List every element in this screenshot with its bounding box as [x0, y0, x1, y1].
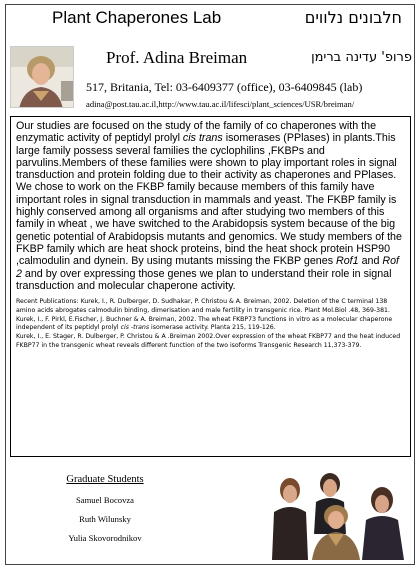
lab-title: Plant Chaperones Lab — [52, 8, 222, 27]
student-name: Ruth Wilunsky — [79, 514, 131, 524]
publication-item: Kurek, I., E. Stager, R. Dulberger, P. Christou & A .Breiman 2002.Over expression of the wheat FKBP77 and the heat induced FKBP77 in the transgenic wheat reveals different function of the two isoforms Transgenic Research 11,373-379. — [16, 332, 401, 349]
text-span: and by over expressing those genes we plan to understand their role in signal transduction and molecular chaperone activity. — [16, 267, 392, 292]
contact-line[interactable]: adina@post.tau.ac.il,http://www.tau.ac.il/lifesci/plant_sciences/USR/breiman/ — [86, 99, 355, 109]
professor-name: Prof. Adina Breiman — [106, 48, 248, 67]
research-description — [16, 120, 405, 292]
publications-list — [16, 298, 405, 350]
graduate-students — [42, 474, 168, 552]
professor-name-hebrew: פרופ' עדינה ברימן — [311, 50, 412, 65]
text-span: isomerases (PPlases) in plants.This large family possess several families the cyclophilins ,FKBPs and parvulins.Members of these families were shown to play important roles in signal transduction and protein folding due to their activity as chaperones and PPlases. We chose to work on the FKBP family because members of this family have important roles in signal transduction in mammals and yeast. The FKBP family is highly conserved among all organisms and after studying two members of this family in wheat , we have switched to the Arabidopsis system because of the big genetic potential of Arabidopsis mutants and genomics. We study members of the FKBP family which are heat shock proteins, bind the heat shock protein HSP90 ,calmodulin and dynein. By using mutants missing the FKBP genes — [16, 132, 402, 268]
address-line: 517, Britania, Tel: 03-6409377 (office), 03-6409845 (lab) — [86, 80, 363, 94]
text-span: Kurek, I., F. Pirkl, E.Fischer, J. Buchner & A. Breiman, 2002. The wheat FKBP73 functions in vitro as a molecular chaperone independent of its peptidyl prolyl — [16, 315, 393, 332]
lab-title-hebrew: חלבונים נלווים — [304, 8, 402, 27]
text-span: isomerase activity. Planta 215, 119-126. — [149, 324, 276, 332]
publication-item — [16, 316, 405, 333]
students-heading: Graduate Students — [66, 474, 144, 485]
text-span: and — [358, 255, 383, 268]
student-name: Samuel Bocovza — [76, 495, 134, 505]
emphasis-text: Rof1 — [336, 255, 359, 268]
publication-item: Recent Publications: Kurek, I., R. Dulberger, D. Sudhakar, P. Christou & A. Breiman, 2002. Deletion of the C terminal 138 amino acids abrogates calmodulin binding, dimerisation and male fertility in transgenic rice. Plant Mol.Biol .48, 369-381. — [16, 298, 390, 314]
emphasis-text: cis -trans — [120, 324, 150, 332]
group-photo — [258, 464, 412, 560]
student-name: Yulia Skovorodnikov — [68, 533, 142, 543]
professor-photo — [10, 46, 74, 108]
content-box — [10, 116, 411, 457]
emphasis-text: cis trans — [182, 132, 223, 145]
emphasis-text: Rof 2 — [16, 255, 400, 280]
text-span: Our studies are focused on the study of the family of co chaperones with the enzymatic activity of peptidyl prolyl — [16, 120, 377, 145]
